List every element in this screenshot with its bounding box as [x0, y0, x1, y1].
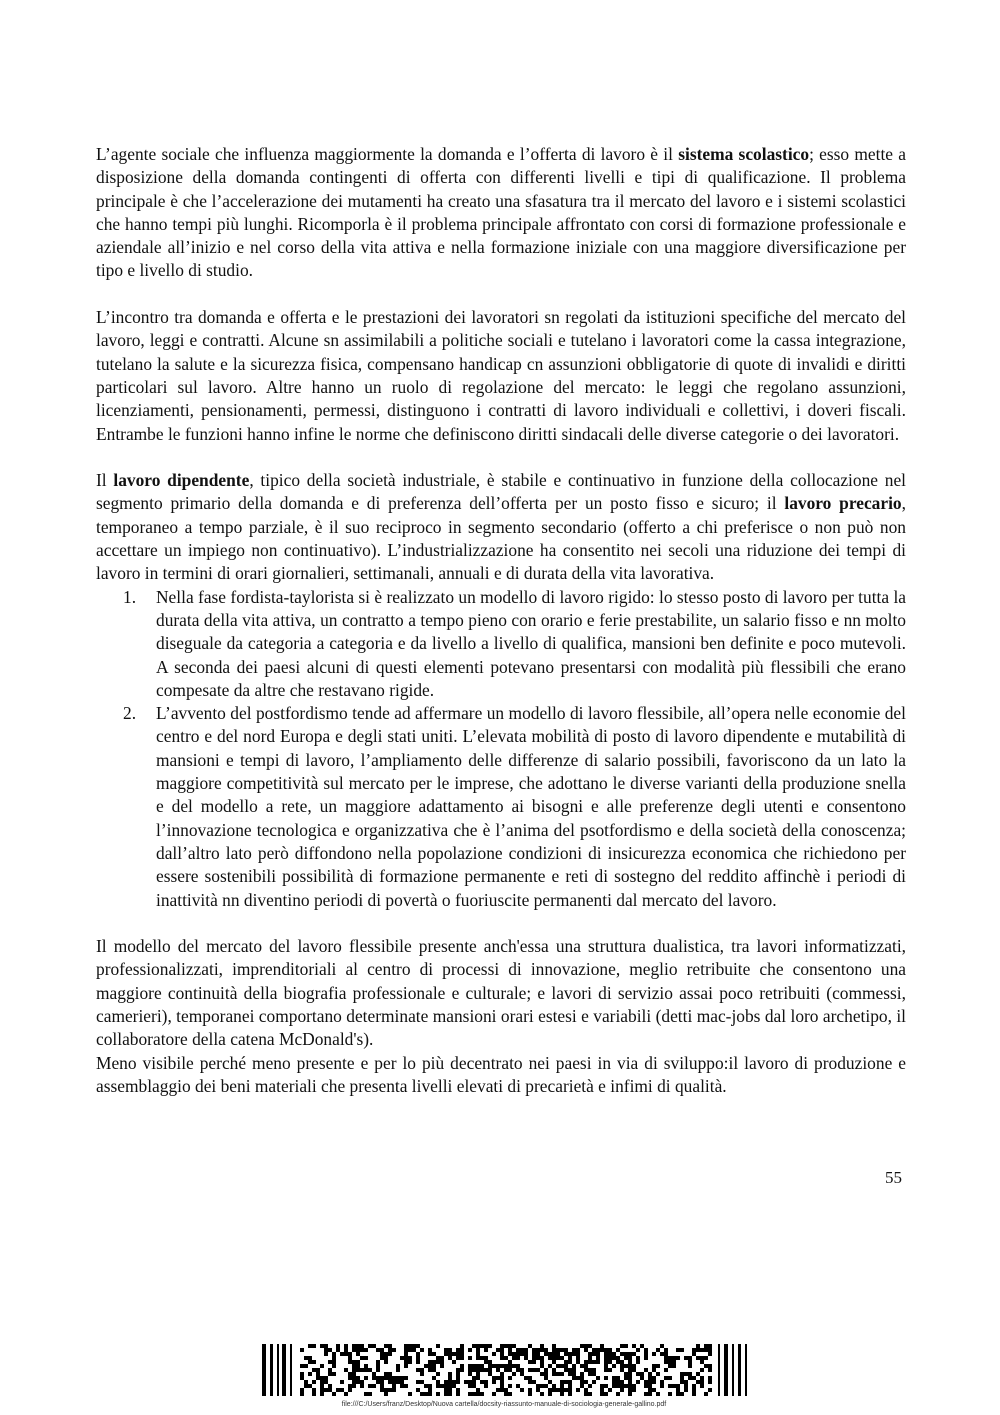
- text-segment: L’agente sociale che influenza maggiormente la domanda e l’offerta di lavoro è il: [96, 144, 679, 164]
- bold-term: lavoro dipendente: [113, 470, 250, 491]
- barcode: [256, 1340, 752, 1400]
- text-segment: L’incontro tra domanda e offerta e le prestazioni dei lavoratori sn regolati da istituzioni specifiche del mercato del lavoro, leggi e contratti. Alcune sn assimilabili a politiche sociali e tutelano i lavoratori come la cassa integrazione, tutelano la salute e la sicurezza fisica, compensano handicap cn assunzioni obbligatorie di quote di invalidi e diritti particolari sul lavoro. Altre hanno un ruolo di regolazione del mercato: le leggi che regolano assunzioni, licenziamenti, pensionamenti, permessi, distinguono i contratti di lavoro individuali e collettivi, i doveri fiscali. Entrambe le funzioni hanno infine le norme che definiscono diritti sindacali delle diverse categorie o dei lavoratori.: [96, 307, 906, 444]
- numbered-list: [96, 586, 906, 912]
- list-number: 2.: [123, 703, 137, 724]
- list-item-text: Nella fase fordista-taylorista si è realizzato un modello di lavoro rigido: lo stesso posto di lavoro per tutta la durata della vita attiva, un contratto a tempo pieno con orario e ferie prestabilite, un salario fisso e nn molto diseguale da categoria a categoria e da livello a livello di qualifica, mansioni ben definite e poco mutevoli. A seconda dei paesi alcuni di questi elementi potevano presentarsi con modalità più flessibili che erano compesate da altre che restavano rigide.: [156, 586, 906, 700]
- bold-term: sistema scolastico: [678, 144, 810, 164]
- text-segment: ; esso mette a disposizione della domanda contingenti di offerta con differenti livelli e tipi di qualificazione. Il problema principale è che l’accelerazione dei mutamenti ha creato una sfasatura tra il mercato del lavoro e i sistemi scolastici che hanno tempi più lunghi. Ricomporla è il problema principale affrontato con corsi di formazione professionale e aziendale all’inizio e nel corso della vita attiva e nella formazione iniziale con una maggiore diversificazione per tipo e livello di studio.: [96, 144, 907, 281]
- page-body: [96, 143, 906, 1098]
- page-number: 55: [885, 1168, 902, 1187]
- paragraph-sistema-scolastico: [96, 143, 906, 283]
- list-item: [96, 702, 906, 912]
- text-segment: , temporaneo a tempo parziale, è il suo reciproco in segmento secondario (offerto a chi preferisce o non può non accettare un impiego non continuativo). L’industrializzazione ha consentito nei secoli una riduzione dei tempi di lavoro in termini di orari giornalieri, settimanali, annuali e di durata della vita lavorativa.: [96, 493, 906, 584]
- list-item: [96, 586, 906, 702]
- paragraph-mercato-flessibile: Il modello del mercato del lavoro flessibile presente anch'essa una struttura dualistica, tra lavori informatizzati, professionalizzati, imprenditoriali al centro di processi di innovazione, meglio retribuite che consentono una maggiore continuità della biografia professionale e culturale; e lavori di servizio assai poco retribuiti (commessi, camerieri), temporanei comportano determinate mansioni orari estesi e variabili (detti mac-jobs dal loro archetipo, il collaboratore della catena McDonald's).: [96, 936, 906, 1050]
- file-path-footer: file:///C:/Users/franz/Desktop/Nuova cartella/docsity-riassunto-manuale-di-sociologia-generale-gallino.pdf: [341, 1401, 667, 1408]
- list-item-text: L’avvento del postfordismo tende ad affermare un modello di lavoro flessibile, all’opera nelle economie del centro e del nord Europa e degli stati uniti. L’elevata mobilità di posto di lavoro dipendente e mutabilità di mansioni e tempi di lavoro, l’ampliamento delle differenze di salario possibili, favoriscono da un lato la maggiore competitività sul mercato per le imprese, che adottano le diverse varianti della produzione snella e del modello a rete, un maggiore adattamento ai bisogni e alle preferenze degli utenti e consentono l’innovazione tecnologica e organizzativa che è l’anima del psotfordismo e della società della conoscenza; dall’altro lato però diffondono nella popolazione condizioni di insicurezza economica che richiedono per essere sostenibili possibilità di formazione permanente e reti di sostegno del reddito affinchè i periodi di inattività nn diventino periodi di povertà o fuoriuscite permanenti dal mercato del lavoro.: [156, 703, 906, 910]
- paragraph-lavoro-produzione: Meno visibile perché meno presente e per lo più decentrato nei paesi in via di sviluppo:il lavoro di produzione e assemblaggio dei beni materiali che presenta livelli elevati di precarietà e infimi di qualità.: [96, 1052, 906, 1096]
- barcode-graphic: [256, 1340, 752, 1400]
- text-segment: , tipico della società industriale, è stabile e continuativo in funzione della collocazione nel segmento primario della domanda e di preferenza dell’offerta per un posto fisso e sicuro; il: [96, 470, 906, 514]
- paragraph-lavoro-dipendente: [96, 469, 906, 585]
- bold-term: lavoro precario: [784, 493, 902, 514]
- text-segment: Il: [96, 470, 114, 491]
- paragraph-istituzioni: [96, 306, 906, 446]
- list-number: 1.: [123, 586, 137, 607]
